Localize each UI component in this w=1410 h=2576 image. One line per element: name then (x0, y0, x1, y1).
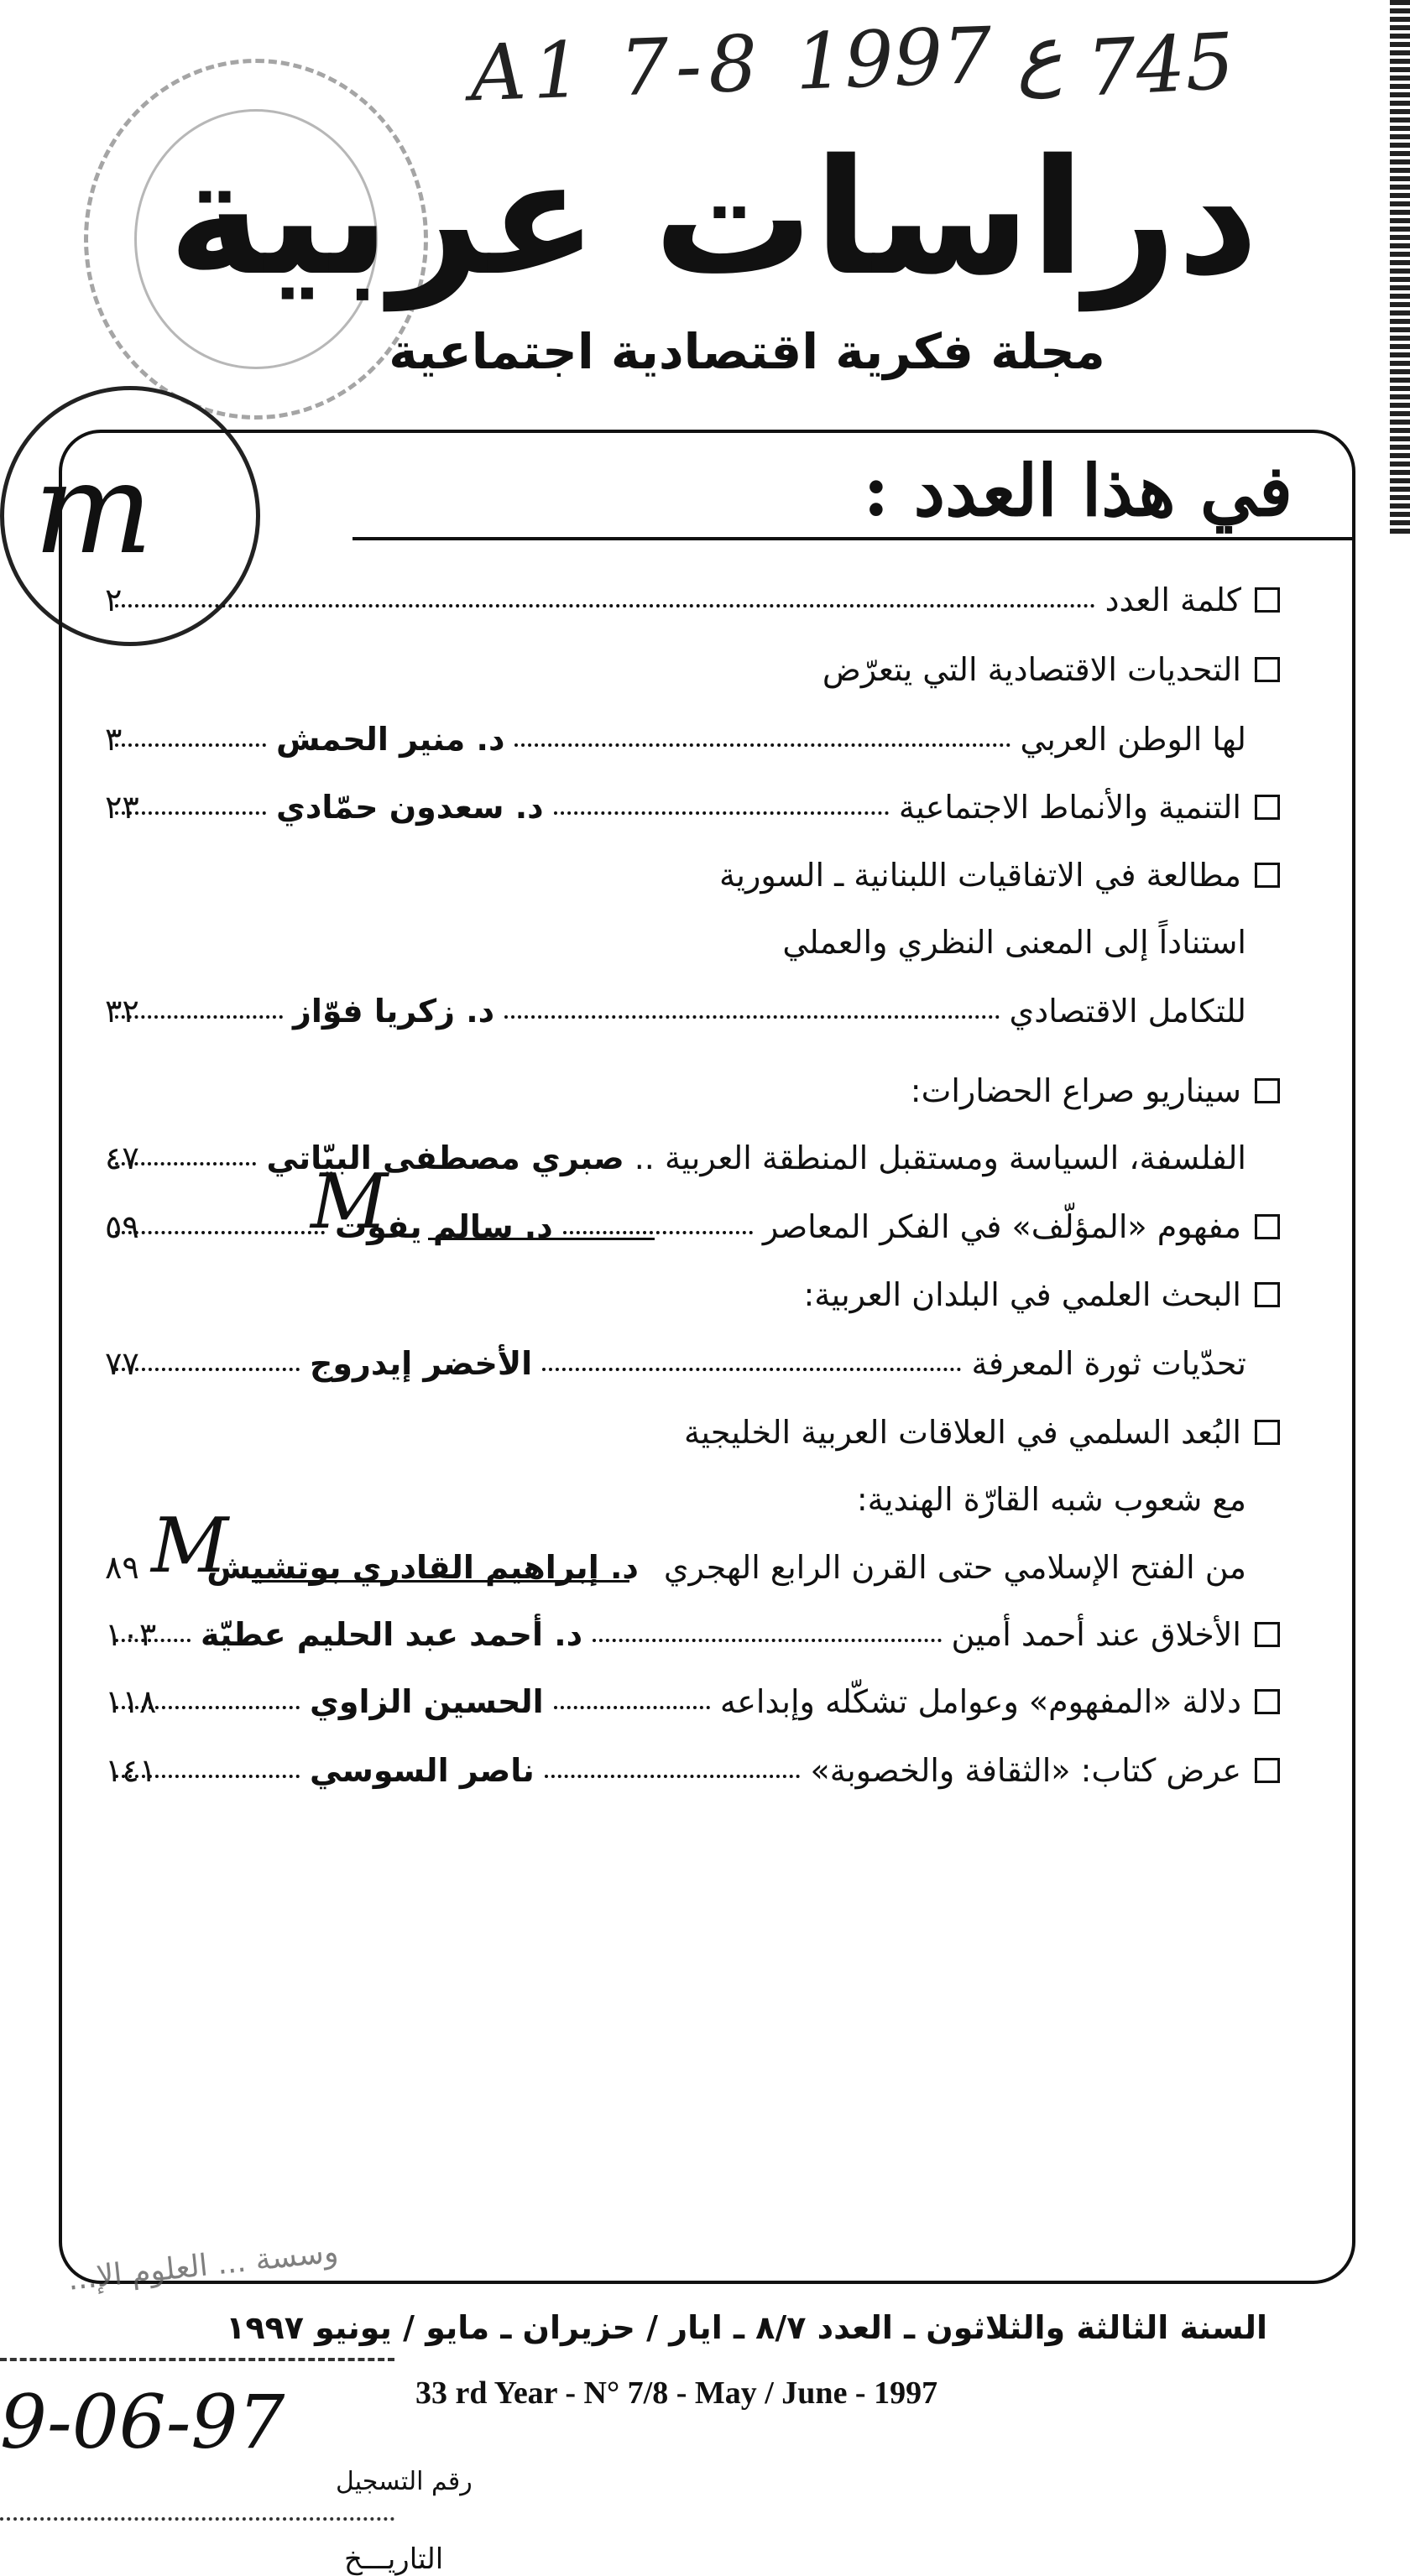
article-title: تحدّيات ثورة المعرفة (971, 1345, 1246, 1382)
article-title: الأخلاق عند أحمد أمين (951, 1616, 1241, 1653)
scribble-mark: M (311, 1158, 389, 1246)
toc-row (105, 1270, 1280, 1320)
checkbox-icon (1255, 657, 1280, 682)
binding-edge (1390, 0, 1410, 537)
leader-dots (504, 1015, 999, 1019)
handwritten-reference: A1 7-8 ع 1997 (468, 8, 1064, 119)
date-label: التاريـــخ (344, 2542, 444, 2576)
page-number: ١١٨ (105, 1683, 157, 1720)
checkbox-icon (1255, 1078, 1280, 1103)
article-author: د. سعدون حمّادي (276, 789, 544, 826)
article-title: استناداً إلى المعنى النظري والعملي (782, 924, 1246, 961)
handwritten-number: 745 (1084, 16, 1237, 114)
toc-row (105, 714, 1280, 764)
checkbox-icon (1255, 1758, 1280, 1783)
checkbox-icon (1255, 1420, 1280, 1445)
checkbox-icon (1255, 863, 1280, 888)
journal-subtitle: مجلة فكرية اقتصادية اجتماعية (389, 323, 1105, 380)
article-title: التنمية والأنماط الاجتماعية (898, 789, 1241, 826)
leader-dots (593, 1639, 941, 1642)
article-title: سيناريو صراع الحضارات: (910, 1072, 1241, 1109)
article-author: ناصر السوسي (310, 1752, 535, 1789)
article-title: من الفتح الإسلامي حتى القرن الرابع الهجري (663, 1549, 1246, 1586)
toc-row (105, 917, 1280, 967)
page-number: ٨٩ (105, 1549, 139, 1586)
leader-dots (554, 1706, 710, 1709)
scribble-mark: M (151, 1502, 229, 1590)
checkbox-icon (1255, 795, 1280, 820)
page-number: ٣ (105, 721, 123, 758)
toc-row (105, 575, 1280, 625)
leader-dots (554, 811, 889, 815)
article-title: البُعد السلمي في العلاقات العربية الخليجية (684, 1414, 1241, 1451)
leader-dots (115, 604, 1095, 607)
toc-row (105, 1407, 1280, 1457)
article-title: مطالعة في الاتفاقيات اللبنانية ـ السورية (719, 857, 1241, 894)
page-number: ٢٣ (105, 789, 139, 826)
article-author: الحسين الزاوي (310, 1683, 544, 1720)
page-number: ٢ (105, 581, 123, 618)
checkbox-icon (1255, 1622, 1280, 1647)
toc-row (105, 1745, 1280, 1796)
article-author: د. منير الحمش (276, 721, 505, 758)
article-author: د. سالم يفوت (335, 1208, 553, 1245)
heading-rule (352, 537, 1355, 540)
issue-line-english: 33 rd Year - N° 7/8 - May / June - 1997 (415, 2375, 938, 2411)
page-number: ٧٧ (105, 1345, 139, 1382)
article-title: للتكامل الاقتصادي (1009, 993, 1246, 1030)
leader-dots (545, 1775, 801, 1778)
toc-row (105, 1338, 1280, 1389)
journal-title: دراسات عربية (168, 125, 1259, 310)
toc-row (105, 1676, 1280, 1727)
underline-mark (252, 1580, 629, 1583)
toc-heading: في هذا العدد : (838, 449, 1318, 532)
checkbox-icon (1255, 1282, 1280, 1307)
toc-row (105, 1066, 1280, 1116)
registration-label: رقم التسجيل (336, 2467, 473, 2496)
article-title: مع شعوب شبه القارّة الهندية: (856, 1481, 1246, 1518)
toc-row (105, 850, 1280, 900)
registration-date: 9-06-97 (0, 2379, 285, 2465)
toc-row (105, 1202, 1280, 1252)
stamp-border (0, 2517, 394, 2521)
page-number: ١٠٣ (105, 1616, 157, 1653)
article-author: الأخضر إيدروج (310, 1345, 533, 1382)
leader-dots (563, 1231, 753, 1234)
checkbox-icon (1255, 1214, 1280, 1239)
toc-row (105, 1133, 1280, 1183)
page-number: ٣٢ (105, 993, 139, 1030)
article-title: مفهوم «المؤلّف» في الفكر المعاصر (762, 1208, 1241, 1245)
toc-row (105, 986, 1280, 1036)
page-number: ١٤١ (105, 1752, 157, 1789)
issue-line-arabic: السنة الثالثة والثلاثون ـ العدد ٨/٧ ـ ايار / حزيران ـ مايو / يونيو ١٩٩٧ (226, 2309, 1267, 2346)
toc-row (105, 1542, 1280, 1593)
article-author: د. زكريا فوّاز (293, 993, 495, 1030)
stamp-border (0, 2358, 394, 2361)
page-number: ٥٩ (105, 1208, 139, 1245)
toc-row (105, 782, 1280, 832)
article-title: عرض كتاب: «الثقافة والخصوبة» (810, 1752, 1241, 1789)
checkbox-icon (1255, 1689, 1280, 1714)
article-author: د. أحمد عبد الحليم عطيّة (201, 1616, 583, 1653)
leader-dots (514, 743, 1010, 747)
article-title: البحث العلمي في البلدان العربية: (803, 1276, 1241, 1313)
toc-row (105, 1609, 1280, 1660)
page-number: ٤٧ (105, 1139, 139, 1176)
article-title: الفلسفة، السياسة ومستقبل المنطقة العربية .. (634, 1139, 1246, 1176)
checkbox-icon (1255, 587, 1280, 613)
scribble-mark: m (34, 436, 154, 582)
leader-dots (542, 1368, 961, 1371)
article-author: د. إبراهيم القادري بوتشيش (206, 1549, 639, 1586)
article-author: صبري مصطفى البيّاتي (266, 1139, 624, 1176)
article-title: لها الوطن العربي (1020, 721, 1246, 758)
institution-stamp: وسسة ... العلوم الإ... (65, 2234, 340, 2297)
article-title: كلمة العدد (1104, 581, 1241, 618)
article-title: التحديات الاقتصادية التي يتعرّض (822, 651, 1241, 688)
article-title: دلالة «المفهوم» وعوامل تشكّله وإبداعه (719, 1683, 1241, 1720)
underline-mark (428, 1238, 655, 1240)
toc-row (105, 1474, 1280, 1525)
toc-row (105, 644, 1280, 695)
